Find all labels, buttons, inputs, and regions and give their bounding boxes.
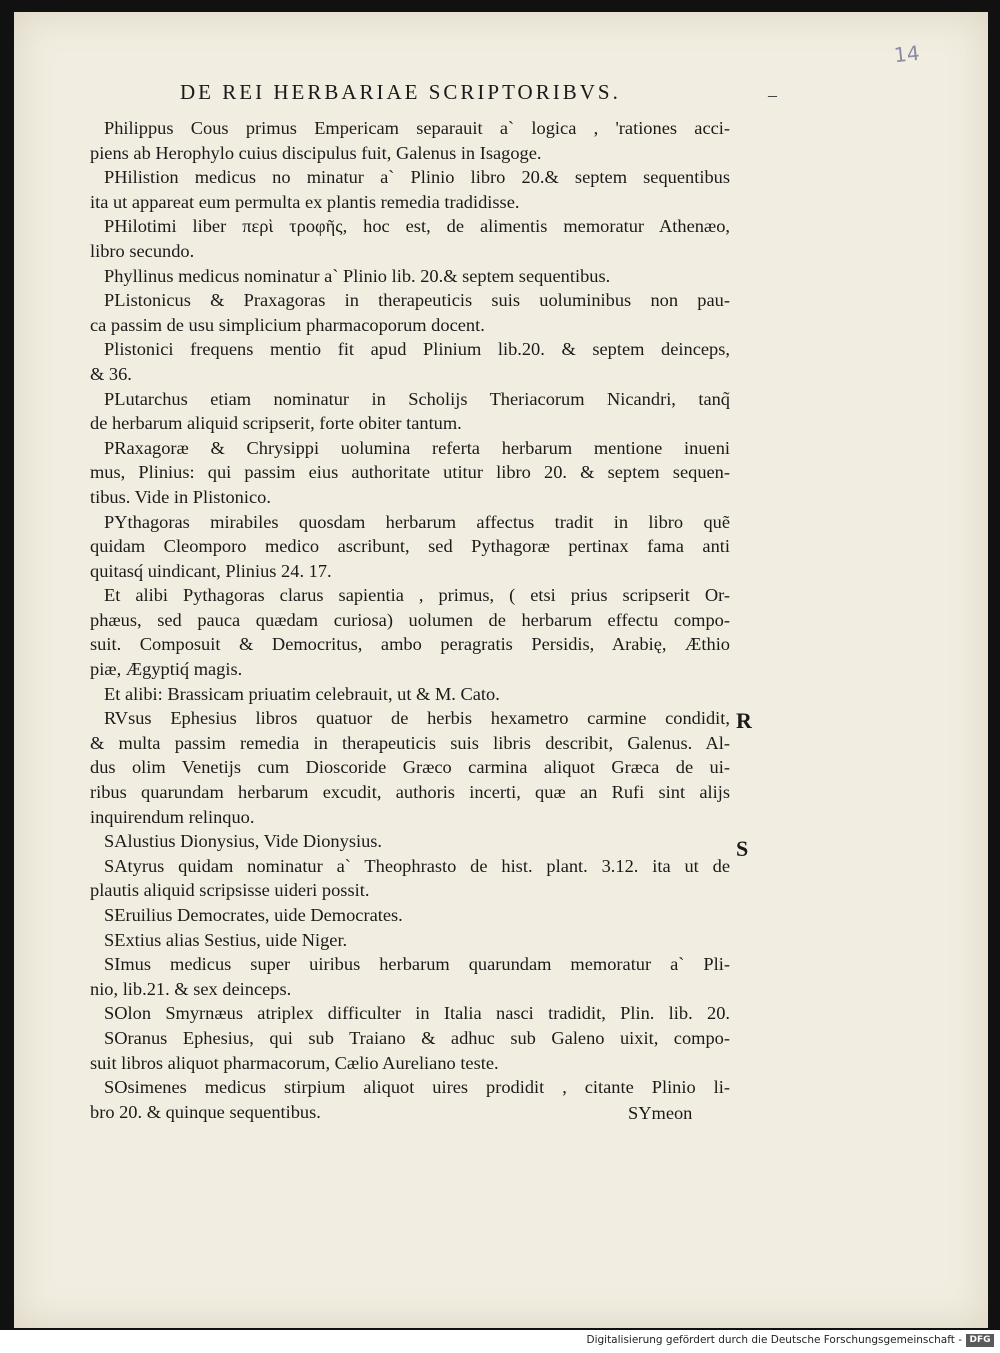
text-line: SExtius alias Sestius, uide Niger.: [104, 929, 348, 950]
text-line: PRaxagoræ & Chrysippi uolumina referta herbarum mentione inueni: [104, 437, 730, 458]
text-line: Phyllinus medicus nominatur a` Plinio lib. 20.& septem sequentibus.: [104, 265, 611, 286]
text-line: PYthagoras mirabiles quosdam herbarum affectus tradit in libro quẽ: [104, 511, 730, 532]
footer-credit: Digitalisierung gefördert durch die Deutsche Forschungsgemeinschaft -: [586, 1334, 962, 1346]
text-line: Plistonici frequens mentio fit apud Plinium lib.20. & septem deinceps,: [104, 339, 730, 360]
text-line: PHilistion medicus no minatur a` Plinio libro 20.& septem sequentibus: [104, 167, 730, 188]
folio-number: 14: [892, 40, 921, 68]
text-line: SOranus Ephesius, qui sub Traiano & adhuc sub Galeno uixit, compo-: [104, 1027, 730, 1048]
text-line: dus olim Venetijs cum Dioscoride Græco carmina aliquot Græca de ui-: [90, 757, 730, 778]
text-line: Philippus Cous primus Empericam separauit a` logica , 'rationes acci-: [104, 118, 730, 138]
text-line: suit libros aliquot pharmacorum, Cælio Aureliano teste.: [90, 1052, 499, 1073]
text-line: & multa passim remedia in therapeuticis suis libris describit, Galenus. Al-: [90, 732, 730, 753]
text-line: SAlustius Dionysius, Vide Dionysius.: [104, 831, 383, 852]
text-line: piæ, Ægyptiq́ magis.: [90, 659, 243, 680]
text-line: phæus, sed pauca quædam curiosa) uolumen de herbarum effectu compo-: [90, 609, 730, 630]
text-line: de herbarum aliquid scripserit, forte obiter tantum.: [90, 413, 462, 434]
text-line: ita ut appareat eum permulta ex plantis remedia tradidisse.: [90, 191, 520, 212]
text-line: PListonicus & Praxagoras in therapeuticis suis uoluminibus non pau-: [104, 290, 730, 311]
margin-dash: –: [768, 85, 777, 105]
text-line: ca passim de usu simplicium pharmacoporum docent.: [90, 314, 485, 335]
text-line: PHilotimi liber περὶ τροφῆς, hoc est, de alimentis memoratur Athenæo,: [104, 216, 730, 237]
running-head: DE REI HERBARIAE SCRIPTORIBVS.: [180, 80, 621, 104]
marginal-letter-s: S: [736, 836, 749, 861]
text-line: quitasq́ uindicant, Plinius 24. 17.: [90, 560, 332, 581]
text-line: SOsimenes medicus stirpium aliquot uires prodidit , citante Plinio li-: [104, 1077, 730, 1098]
text-line: nio, lib.21. & sex deinceps.: [90, 978, 292, 999]
text-line: mus, Plinius: qui passim eius authoritate utitur libro 20. & septem sequen-: [90, 462, 730, 483]
text-line: Et alibi: Brassicam priuatim celebrauit, ut & M. Cato.: [104, 683, 500, 704]
text-line: plautis aliquid scripsisse uideri possit.: [90, 880, 370, 901]
dfg-logo: DFG: [966, 1334, 994, 1347]
text-line: SOlon Smyrnæus atriplex difficulter in Italia nasci tradidit, Plin. lib. 20.: [104, 1003, 730, 1024]
text-block: [90, 116, 730, 1124]
text-line: suit. Composuit & Democritus, ambo peragratis Persidis, Arabię, Æthio: [90, 634, 730, 655]
text-line: libro secundo.: [90, 240, 195, 261]
text-line: bro 20. & quinque sequentibus.: [90, 1101, 321, 1122]
text-line: & 36.: [90, 363, 132, 384]
text-line: RVsus Ephesius libros quatuor de herbis hexametro carmine condidit,: [104, 708, 730, 729]
text-line: SEruilius Democrates, uide Democrates.: [104, 905, 403, 925]
text-line: PLutarchus etiam nominatur in Scholijs Theriacorum Nicandri, tanq̃: [104, 388, 730, 409]
text-line: quidam Cleomporo medico ascribunt, sed Pythagoræ pertinax fama anti: [90, 536, 730, 557]
text-line: inquirendum relinquo.: [90, 806, 255, 827]
marginal-letter-r: R: [736, 708, 752, 733]
text-line: ribus quarundam herbarum excudit, authoris incerti, quæ an Rufi sint alijs: [90, 782, 730, 803]
catchword: SYmeon: [628, 1103, 693, 1123]
text-line: tibus. Vide in Plistonico.: [90, 486, 271, 507]
text-line: SImus medicus super uiribus herbarum quarundam memoratur a` Pli-: [104, 954, 730, 975]
text-line: Et alibi Pythagoras clarus sapientia , primus, ( etsi prius scripserit Or-: [104, 585, 730, 606]
text-line: piens ab Herophylo cuius discipulus fuit, Galenus in Isagoge.: [90, 142, 542, 163]
text-line: SAtyrus quidam nominatur a` Theophrasto de hist. plant. 3.12. ita ut de: [104, 855, 730, 876]
